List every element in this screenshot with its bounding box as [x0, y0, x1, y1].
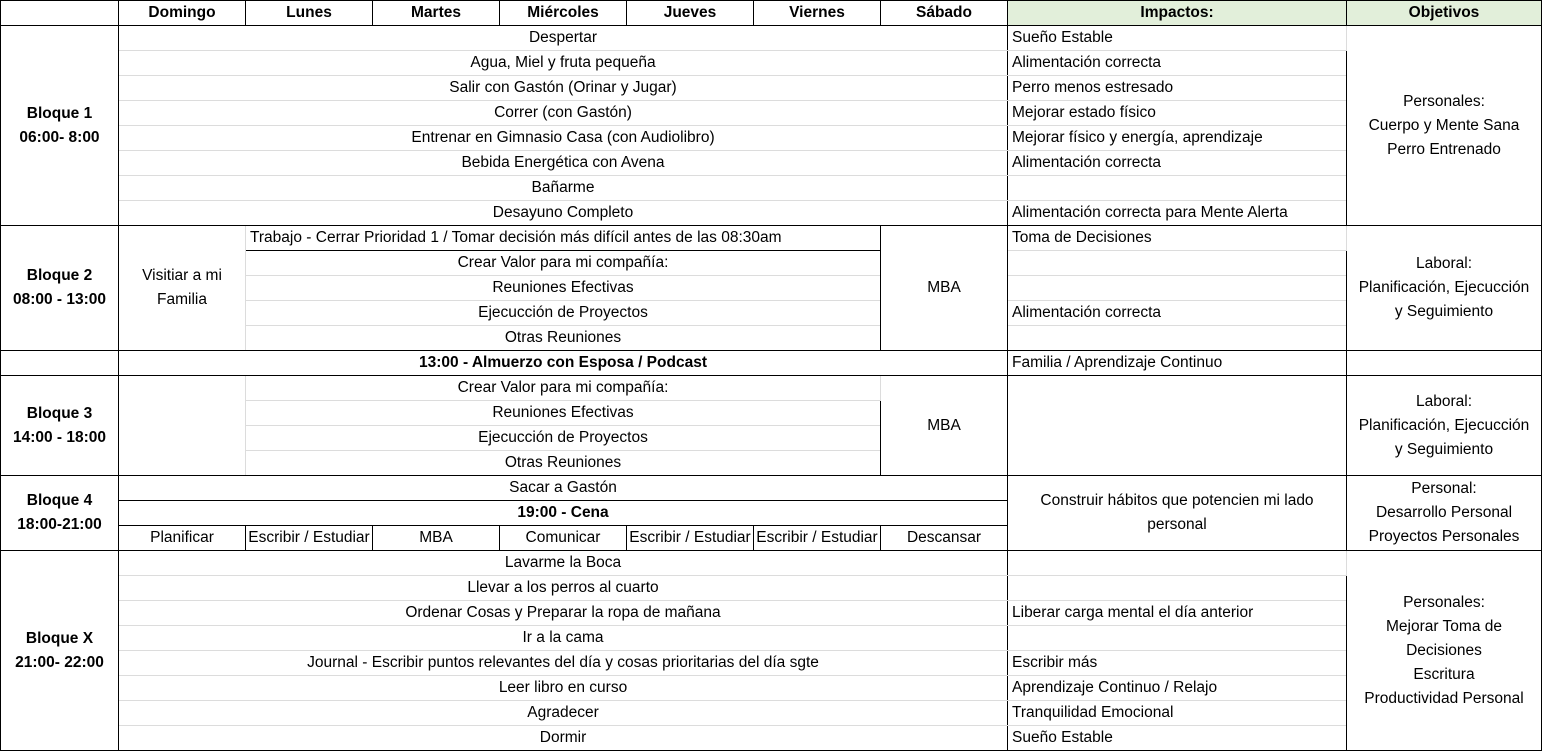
- bloque1-objective-cell[interactable]: [1347, 26, 1542, 226]
- bloquex-objective-line: Decisiones: [1406, 641, 1482, 659]
- bloque1-activity[interactable]: Bañarme: [119, 176, 1008, 201]
- bloque1-impact[interactable]: Mejorar estado físico: [1008, 101, 1347, 126]
- bloque3-objective-cell[interactable]: [1347, 376, 1542, 476]
- bloquex-objective-line: Personales:: [1403, 593, 1485, 611]
- day-header-miercoles[interactable]: Miércoles: [500, 1, 627, 26]
- bloque1-impact[interactable]: Sueño Estable: [1008, 26, 1347, 51]
- bloque2-impact[interactable]: Alimentación correcta: [1008, 301, 1347, 326]
- bloque3-work-line[interactable]: Crear Valor para mi compañía:: [246, 376, 881, 401]
- bloquex-impact[interactable]: [1008, 626, 1347, 651]
- bloquex-objective-line: Escritura: [1413, 665, 1475, 683]
- bloque4-row: [1, 476, 1542, 501]
- bloque2-sabado[interactable]: MBA: [881, 226, 1008, 351]
- bloque2-objective-cell[interactable]: [1347, 226, 1542, 351]
- bloque1-label: Bloque 1: [26, 104, 93, 122]
- bloque4-day-jueves[interactable]: Escribir / Estudiar: [627, 526, 754, 551]
- bloque2-objective-line: y Seguimiento: [1394, 303, 1494, 320]
- day-header-martes[interactable]: Martes: [373, 1, 500, 26]
- bloque4-objective-line: Desarrollo Personal: [1375, 504, 1513, 521]
- bloque1-objective-line: Perro Entrenado: [1387, 140, 1501, 158]
- bloquex-row: [1, 676, 1542, 701]
- bloque1-impact[interactable]: Alimentación correcta: [1008, 151, 1347, 176]
- bloquex-impact[interactable]: [1008, 576, 1347, 601]
- bloquex-label: Bloque X: [25, 629, 94, 647]
- day-header-sabado[interactable]: Sábado: [881, 1, 1008, 26]
- bloque1-activity[interactable]: Despertar: [119, 26, 1008, 51]
- bloquex-impact[interactable]: Liberar carga mental el día anterior: [1008, 601, 1347, 626]
- bloque1-activity[interactable]: Entrenar en Gimnasio Casa (con Audiolibro): [119, 126, 1008, 151]
- bloque2-trabajo[interactable]: Trabajo - Cerrar Prioridad 1 / Tomar decisión más difícil antes de las 08:30am: [246, 226, 881, 251]
- bloquex-activity[interactable]: Journal - Escribir puntos relevantes del día y cosas prioritarias del día sgte: [119, 651, 1008, 676]
- bloque1-activity[interactable]: Salir con Gastón (Orinar y Jugar): [119, 76, 1008, 101]
- bloquex-row: [1, 701, 1542, 726]
- bloquex-row: [1, 651, 1542, 676]
- bloque3-label-cell[interactable]: [1, 376, 119, 476]
- bloquex-objective-cell[interactable]: [1347, 551, 1542, 751]
- corner-cell[interactable]: [1, 1, 119, 26]
- bloquex-activity[interactable]: Llevar a los perros al cuarto: [119, 576, 1008, 601]
- bloque4-objective-line: Proyectos Personales: [1368, 528, 1520, 545]
- bloque1-row: [1, 51, 1542, 76]
- bloque1-row: [1, 126, 1542, 151]
- bloque2-label-cell[interactable]: [1, 226, 119, 351]
- almuerzo-objective[interactable]: [1347, 351, 1542, 376]
- bloquex-row: [1, 551, 1542, 576]
- bloque2-objective-line: Laboral:: [1415, 255, 1472, 272]
- bloquex-activity[interactable]: Agradecer: [119, 701, 1008, 726]
- bloque4-label: Bloque 4: [26, 492, 93, 509]
- bloque1-impact[interactable]: Alimentación correcta: [1008, 51, 1347, 76]
- bloque4-objective-line: Personal:: [1411, 480, 1477, 497]
- bloquex-impact[interactable]: [1008, 551, 1347, 576]
- bloque4-day-lunes[interactable]: Escribir / Estudiar: [246, 526, 373, 551]
- bloquex-row: [1, 626, 1542, 651]
- bloque4-day-sabado[interactable]: Descansar: [881, 526, 1008, 551]
- bloque3-row: [1, 376, 1542, 401]
- bloque3-label: Bloque 3: [26, 404, 93, 422]
- header-row: [1, 1, 1542, 26]
- bloquex-row: [1, 726, 1542, 751]
- bloque4-day-viernes[interactable]: Escribir / Estudiar: [754, 526, 881, 551]
- bloque4-day-domingo[interactable]: Planificar: [119, 526, 246, 551]
- bloquex-activity[interactable]: Leer libro en curso: [119, 676, 1008, 701]
- bloque2-impact[interactable]: [1008, 326, 1347, 351]
- bloquex-impact[interactable]: Sueño Estable: [1008, 726, 1347, 751]
- bloque1-row: [1, 176, 1542, 201]
- bloque2-work-line[interactable]: Otras Reuniones: [246, 326, 881, 351]
- almuerzo-empty[interactable]: [1, 351, 119, 376]
- bloque1-impact[interactable]: Alimentación correcta para Mente Alerta: [1008, 201, 1347, 226]
- day-header-jueves[interactable]: Jueves: [627, 1, 754, 26]
- bloque2-impact[interactable]: Toma de Decisiones: [1008, 226, 1347, 251]
- bloque3-objective-line: Planificación, Ejecucción: [1358, 416, 1530, 434]
- bloquex-impact[interactable]: Escribir más: [1008, 651, 1347, 676]
- bloque2-domingo[interactable]: Visitiar a mi Familia: [119, 226, 246, 351]
- bloque1-time: 06:00- 8:00: [19, 128, 100, 146]
- bloquex-time: 21:00- 22:00: [15, 653, 104, 671]
- bloque1-objective-line: Personales:: [1403, 92, 1485, 110]
- bloque2-label: Bloque 2: [26, 267, 93, 284]
- bloque1-objective-line: Cuerpo y Mente Sana: [1368, 116, 1520, 134]
- bloque3-objective-line: y Seguimiento: [1394, 440, 1494, 458]
- bloque2-work-line[interactable]: Reuniones Efectivas: [246, 276, 881, 301]
- bloque1-row: [1, 76, 1542, 101]
- bloquex-objective-line: Productividad Personal: [1364, 689, 1524, 707]
- bloquex-label-cell[interactable]: [1, 551, 119, 751]
- bloque2-work-line[interactable]: Ejecucción de Proyectos: [246, 301, 881, 326]
- bloque1-row: [1, 26, 1542, 51]
- bloque1-activity[interactable]: Bebida Energética con Avena: [119, 151, 1008, 176]
- bloque4-time: 18:00-21:00: [17, 516, 102, 533]
- bloque2-work-line[interactable]: Crear Valor para mi compañía:: [246, 251, 881, 276]
- bloque1-impact[interactable]: [1008, 176, 1347, 201]
- bloque2-impact[interactable]: [1008, 251, 1347, 276]
- day-header-viernes[interactable]: Viernes: [754, 1, 881, 26]
- bloque1-activity[interactable]: Correr (con Gastón): [119, 101, 1008, 126]
- bloquex-row: [1, 601, 1542, 626]
- impactos-header[interactable]: Impactos:: [1008, 1, 1347, 26]
- bloque3-sabado[interactable]: MBA: [881, 376, 1008, 476]
- bloque2-impact[interactable]: [1008, 276, 1347, 301]
- bloque4-cena[interactable]: 19:00 - Cena: [119, 501, 1008, 526]
- bloque3-time: 14:00 - 18:00: [12, 428, 107, 446]
- bloque3-impact[interactable]: [1008, 376, 1347, 476]
- bloquex-impact[interactable]: Tranquilidad Emocional: [1008, 701, 1347, 726]
- bloque4-objective-cell[interactable]: [1347, 476, 1542, 551]
- bloquex-activity[interactable]: Ordenar Cosas y Preparar la ropa de mañana: [119, 601, 1008, 626]
- bloque4-day-miercoles[interactable]: Comunicar: [500, 526, 627, 551]
- bloquex-impact[interactable]: Aprendizaje Continuo / Relajo: [1008, 676, 1347, 701]
- bloquex-activity[interactable]: Lavarme la Boca: [119, 551, 1008, 576]
- bloquex-activity[interactable]: Dormir: [119, 726, 1008, 751]
- bloque1-row: [1, 101, 1542, 126]
- bloque4-gaston[interactable]: Sacar a Gastón: [119, 476, 1008, 501]
- bloquex-objective-line: Mejorar Toma de: [1385, 617, 1502, 635]
- bloquex-row: [1, 576, 1542, 601]
- bloque2-objective-line: Planificación, Ejecucción: [1358, 279, 1530, 296]
- bloque3-objective-line: Laboral:: [1415, 392, 1472, 410]
- day-header-domingo[interactable]: Domingo: [119, 1, 246, 26]
- bloque1-impact[interactable]: Perro menos estresado: [1008, 76, 1347, 101]
- bloque1-activity[interactable]: Desayuno Completo: [119, 201, 1008, 226]
- bloque1-row: [1, 151, 1542, 176]
- bloque2-time: 08:00 - 13:00: [12, 291, 107, 308]
- bloque1-row: [1, 201, 1542, 226]
- bloque1-label-cell[interactable]: [1, 26, 119, 226]
- bloque4-label-cell[interactable]: [1, 476, 119, 551]
- almuerzo-row: [1, 351, 1542, 376]
- bloque2-row: [1, 226, 1542, 251]
- bloque3-work-line[interactable]: Reuniones Efectivas: [246, 401, 881, 426]
- bloque3-work-line[interactable]: Ejecucción de Proyectos: [246, 426, 881, 451]
- bloque4-impact[interactable]: Construir hábitos que potencien mi lado personal: [1008, 476, 1347, 551]
- almuerzo-impact[interactable]: Familia / Aprendizaje Continuo: [1008, 351, 1347, 376]
- bloque3-work-line[interactable]: Otras Reuniones: [246, 451, 881, 476]
- objetivos-header[interactable]: Objetivos: [1347, 1, 1542, 26]
- bloque1-impact[interactable]: Mejorar físico y energía, aprendizaje: [1008, 126, 1347, 151]
- bloque3-domingo[interactable]: [119, 376, 246, 476]
- almuerzo-label[interactable]: 13:00 - Almuerzo con Esposa / Podcast: [119, 351, 1008, 376]
- day-header-lunes[interactable]: Lunes: [246, 1, 373, 26]
- bloquex-activity[interactable]: Ir a la cama: [119, 626, 1008, 651]
- bloque4-day-martes[interactable]: MBA: [373, 526, 500, 551]
- bloque1-activity[interactable]: Agua, Miel y fruta pequeña: [119, 51, 1008, 76]
